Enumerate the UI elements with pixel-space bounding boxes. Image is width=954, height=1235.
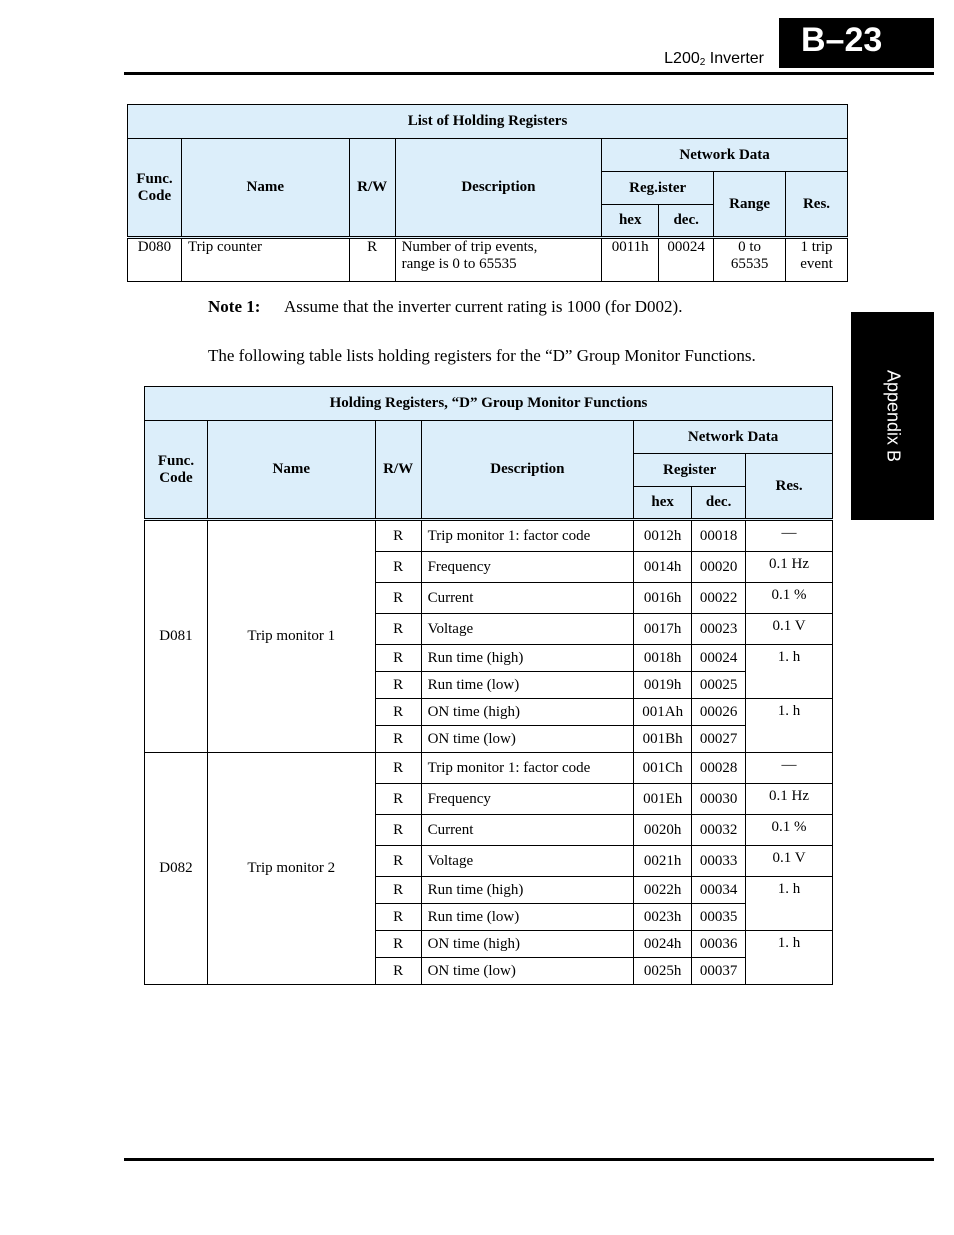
intro-text: The following table lists holding registers for the “D” Group Monitor Functions. (208, 346, 756, 365)
rw-value: R (375, 931, 421, 958)
res-value: 0.1 % (746, 815, 833, 846)
dec-value: 00025 (692, 672, 746, 699)
hex-value: 001Ch (634, 753, 692, 784)
res-value: — (746, 520, 833, 552)
col-hex: hex (602, 205, 659, 238)
rw-value: R (375, 784, 421, 815)
hex-value: 0023h (634, 904, 692, 931)
col-name: Name (207, 421, 375, 520)
dec-value: 00033 (692, 846, 746, 877)
col-res: Res. (786, 172, 848, 238)
product-suffix: Inverter (705, 50, 764, 67)
dec-value: 00023 (692, 614, 746, 645)
running-header (664, 50, 764, 68)
dec-value: 00024 (659, 238, 714, 282)
appendix-tab (851, 312, 934, 520)
product-subscript: 2 (699, 57, 706, 68)
col-register: Reg.ister (602, 172, 714, 205)
col-func: Func. Code (145, 421, 208, 520)
hex-value: 0020h (634, 815, 692, 846)
table-body (145, 520, 833, 985)
dec-value: 00028 (692, 753, 746, 784)
description: Number of trip events, range is 0 to 65535 (395, 238, 602, 282)
col-network-data: Network Data (634, 421, 833, 454)
description: Frequency (421, 784, 634, 815)
res-value: 1. h (746, 645, 833, 699)
col-func: Func. Code (128, 139, 182, 238)
rw-value: R (375, 699, 421, 726)
description: Trip monitor 1: factor code (421, 520, 634, 552)
range-value: 0 to 65535 (714, 238, 786, 282)
description: Voltage (421, 614, 634, 645)
description: Run time (low) (421, 904, 634, 931)
d-group-monitor-table (144, 386, 833, 985)
hex-value: 0014h (634, 552, 692, 583)
note (208, 297, 682, 317)
note-text: Assume that the inverter current rating is 1000 (for D002). (284, 297, 683, 316)
table-row (145, 520, 833, 552)
header-rule (124, 72, 934, 75)
hex-value: 0021h (634, 846, 692, 877)
register-name: Trip monitor 1 (207, 520, 375, 753)
col-dec: dec. (659, 205, 714, 238)
res-value: 1. h (746, 931, 833, 985)
hex-value: 001Eh (634, 784, 692, 815)
res-value: 0.1 Hz (746, 552, 833, 583)
rw-value: R (349, 238, 395, 282)
hex-value: 0016h (634, 583, 692, 614)
rw-value: R (375, 904, 421, 931)
description: Current (421, 815, 634, 846)
note-label: Note 1: (208, 297, 261, 316)
func-code: D080 (128, 238, 182, 282)
hex-value: 0019h (634, 672, 692, 699)
col-hex: hex (634, 487, 692, 520)
description: ON time (low) (421, 958, 634, 985)
dec-value: 00027 (692, 726, 746, 753)
dec-value: 00032 (692, 815, 746, 846)
rw-value: R (375, 520, 421, 552)
description: ON time (low) (421, 726, 634, 753)
hex-value: 0012h (634, 520, 692, 552)
dec-value: 00035 (692, 904, 746, 931)
rw-value: R (375, 726, 421, 753)
res-value: 0.1 % (746, 583, 833, 614)
table-title: List of Holding Registers (128, 105, 848, 139)
hex-value: 0025h (634, 958, 692, 985)
dec-value: 00020 (692, 552, 746, 583)
description: Run time (high) (421, 877, 634, 904)
rw-value: R (375, 815, 421, 846)
description: Frequency (421, 552, 634, 583)
col-register: Register (634, 454, 746, 487)
col-range: Range (714, 172, 786, 238)
dec-value: 00026 (692, 699, 746, 726)
page-number: B–23 (779, 18, 934, 68)
hex-value: 001Ah (634, 699, 692, 726)
description: Voltage (421, 846, 634, 877)
description: Current (421, 583, 634, 614)
res-value: 0.1 Hz (746, 784, 833, 815)
rw-value: R (375, 583, 421, 614)
hex-value: 0024h (634, 931, 692, 958)
hex-value: 0018h (634, 645, 692, 672)
table-title: Holding Registers, “D” Group Monitor Functions (145, 387, 833, 421)
rw-value: R (375, 753, 421, 784)
register-name: Trip counter (181, 238, 349, 282)
product-name: L200 (664, 50, 700, 67)
rw-value: R (375, 958, 421, 985)
func-code: D081 (145, 520, 208, 753)
col-rw: R/W (349, 139, 395, 238)
col-name: Name (181, 139, 349, 238)
holding-registers-table (127, 104, 848, 282)
rw-value: R (375, 614, 421, 645)
col-network-data: Network Data (602, 139, 848, 172)
hex-value: 001Bh (634, 726, 692, 753)
register-name: Trip monitor 2 (207, 753, 375, 985)
func-code: D082 (145, 753, 208, 985)
col-res: Res. (746, 454, 833, 520)
description: Trip monitor 1: factor code (421, 753, 634, 784)
res-value: 0.1 V (746, 846, 833, 877)
description: ON time (high) (421, 931, 634, 958)
dec-value: 00034 (692, 877, 746, 904)
description: ON time (high) (421, 699, 634, 726)
dec-value: 00030 (692, 784, 746, 815)
dec-value: 00036 (692, 931, 746, 958)
hex-value: 0022h (634, 877, 692, 904)
col-dec: dec. (692, 487, 746, 520)
res-value: 1. h (746, 699, 833, 753)
res-value: 1. h (746, 877, 833, 931)
res-value: 0.1 V (746, 614, 833, 645)
col-description: Description (395, 139, 602, 238)
description: Run time (low) (421, 672, 634, 699)
description: Run time (high) (421, 645, 634, 672)
rw-value: R (375, 645, 421, 672)
rw-value: R (375, 672, 421, 699)
dec-value: 00022 (692, 583, 746, 614)
dec-value: 00037 (692, 958, 746, 985)
dec-value: 00024 (692, 645, 746, 672)
rw-value: R (375, 877, 421, 904)
res-value: — (746, 753, 833, 784)
res-value: 1 trip event (786, 238, 848, 282)
table-row (145, 753, 833, 784)
hex-value: 0011h (602, 238, 659, 282)
rw-value: R (375, 552, 421, 583)
dec-value: 00018 (692, 520, 746, 552)
rw-value: R (375, 846, 421, 877)
col-rw: R/W (375, 421, 421, 520)
table-row (128, 238, 848, 282)
appendix-tab-label: Appendix B (883, 369, 904, 463)
hex-value: 0017h (634, 614, 692, 645)
footer-rule (124, 1158, 934, 1161)
col-description: Description (421, 421, 634, 520)
